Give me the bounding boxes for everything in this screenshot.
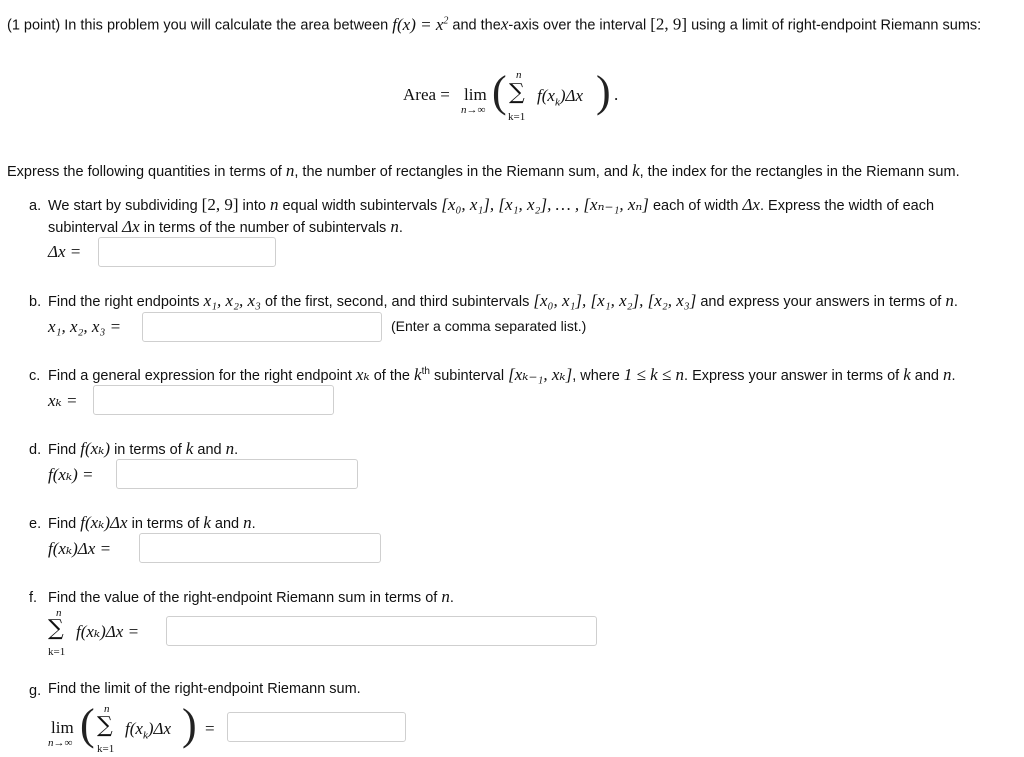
function-expression: $f(x) = x^2$: [392, 14, 449, 34]
sigma-symbol: ∑: [97, 713, 113, 738]
part-b-answer-input[interactable]: [142, 312, 382, 342]
part-f-answer-input[interactable]: [166, 616, 597, 646]
left-paren: (: [492, 67, 507, 116]
right-paren: ): [182, 700, 197, 749]
part-g-answer-input[interactable]: [227, 712, 406, 742]
left-paren: (: [80, 700, 95, 749]
sigma-symbol: ∑: [509, 80, 525, 105]
part-c-answer-input[interactable]: [93, 385, 334, 415]
part-f-label: f(xₖ)Δx =: [76, 622, 140, 641]
sigma-symbol: ∑: [48, 616, 64, 641]
problem-intro: (1 point) In this problem you will calculate the area between $f(x) = x^2$ and thex-axis over the interval [2, 9] using a limit of right-endpoint Riemann sums:: [7, 14, 982, 34]
part-a-answer-input[interactable]: [98, 237, 276, 267]
points-label: (1 point): [7, 17, 61, 34]
part-d-answer-input[interactable]: [116, 459, 358, 489]
part-a-label: Δx =: [48, 242, 82, 261]
part-b-hint: (Enter a comma separated list.): [391, 318, 587, 334]
instructions-line: Express the following quantities in terms of n, the number of rectangles in the Riemann sum, and k, the index for the rectangles in the Riemann sum.: [7, 161, 960, 180]
part-d-label: f(xₖ) =: [48, 465, 94, 484]
part-e-label: f(xₖ)Δx =: [48, 539, 112, 558]
right-paren: ): [596, 67, 611, 116]
part-e-answer-input[interactable]: [139, 533, 381, 563]
part-c-label: xₖ =: [48, 391, 78, 410]
part-b-label: x₁, x₂, x₃ =: [48, 317, 122, 336]
